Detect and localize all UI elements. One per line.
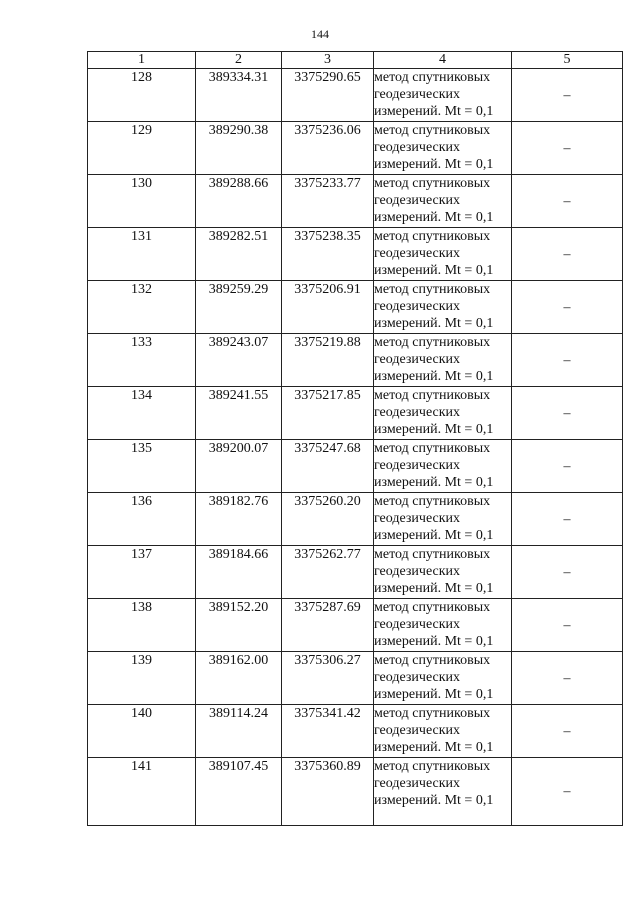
method-line: геодезических xyxy=(374,299,461,314)
method-line: геодезических xyxy=(374,193,461,208)
header-row xyxy=(88,52,623,69)
point-number-cell: 141 xyxy=(88,758,196,826)
x-coordinate-cell: 389288.66 xyxy=(196,175,282,228)
method-line: измерений. Mt = 0,1 xyxy=(374,528,494,543)
note-cell: – xyxy=(512,334,623,387)
point-number-cell: 133 xyxy=(88,334,196,387)
point-number-cell: 135 xyxy=(88,440,196,493)
x-coordinate-cell: 389162.00 xyxy=(196,652,282,705)
point-number-cell: 137 xyxy=(88,546,196,599)
method-cell xyxy=(374,175,512,228)
note-cell: – xyxy=(512,758,623,826)
method-line: измерений. Mt = 0,1 xyxy=(374,104,494,119)
x-coordinate-cell: 389114.24 xyxy=(196,705,282,758)
method-line: метод спутниковых xyxy=(374,441,491,456)
method-line: геодезических xyxy=(374,564,461,579)
header-cell-4: 4 xyxy=(374,52,512,69)
method-cell xyxy=(374,334,512,387)
point-number-cell: 138 xyxy=(88,599,196,652)
y-coordinate-cell: 3375238.35 xyxy=(282,228,374,281)
point-number-cell: 136 xyxy=(88,493,196,546)
method-cell xyxy=(374,228,512,281)
y-coordinate-cell: 3375260.20 xyxy=(282,493,374,546)
method-line: геодезических xyxy=(374,670,461,685)
method-line: метод спутниковых xyxy=(374,123,491,138)
method-line: измерений. Mt = 0,1 xyxy=(374,316,494,331)
method-line: геодезических xyxy=(374,246,461,261)
header-cell-5: 5 xyxy=(512,52,623,69)
note-cell: – xyxy=(512,705,623,758)
y-coordinate-cell: 3375247.68 xyxy=(282,440,374,493)
method-line: метод спутниковых xyxy=(374,388,491,403)
note-cell: – xyxy=(512,69,623,122)
method-cell xyxy=(374,387,512,440)
table-header xyxy=(88,52,623,69)
method-line: метод спутниковых xyxy=(374,653,491,668)
method-line: измерений. Mt = 0,1 xyxy=(374,634,494,649)
method-line: геодезических xyxy=(374,511,461,526)
x-coordinate-cell: 389241.55 xyxy=(196,387,282,440)
x-coordinate-cell: 389334.31 xyxy=(196,69,282,122)
method-line: геодезических xyxy=(374,140,461,155)
method-line: геодезических xyxy=(374,723,461,738)
point-number-cell: 131 xyxy=(88,228,196,281)
note-cell: – xyxy=(512,599,623,652)
method-line: измерений. Mt = 0,1 xyxy=(374,422,494,437)
point-number-cell: 132 xyxy=(88,281,196,334)
method-line: геодезических xyxy=(374,776,461,791)
method-line: измерений. Mt = 0,1 xyxy=(374,793,494,808)
method-line: метод спутниковых xyxy=(374,547,491,562)
note-cell: – xyxy=(512,122,623,175)
note-cell: – xyxy=(512,387,623,440)
x-coordinate-cell: 389182.76 xyxy=(196,493,282,546)
method-line: измерений. Mt = 0,1 xyxy=(374,210,494,225)
method-line: геодезических xyxy=(374,352,461,367)
x-coordinate-cell: 389282.51 xyxy=(196,228,282,281)
y-coordinate-cell: 3375219.88 xyxy=(282,334,374,387)
method-line: метод спутниковых xyxy=(374,706,491,721)
method-line: метод спутниковых xyxy=(374,335,491,350)
y-coordinate-cell: 3375287.69 xyxy=(282,599,374,652)
method-line: геодезических xyxy=(374,87,461,102)
note-cell: – xyxy=(512,440,623,493)
method-line: измерений. Mt = 0,1 xyxy=(374,687,494,702)
note-cell: – xyxy=(512,652,623,705)
table-row xyxy=(88,334,623,387)
table-row xyxy=(88,440,623,493)
page-number: 144 xyxy=(311,27,329,41)
table-row xyxy=(88,652,623,705)
y-coordinate-cell: 3375233.77 xyxy=(282,175,374,228)
method-line: измерений. Mt = 0,1 xyxy=(374,581,494,596)
table-body xyxy=(88,69,623,826)
method-line: измерений. Mt = 0,1 xyxy=(374,475,494,490)
method-cell xyxy=(374,758,512,826)
table-row xyxy=(88,705,623,758)
point-number-cell: 140 xyxy=(88,705,196,758)
table-row xyxy=(88,122,623,175)
y-coordinate-cell: 3375360.89 xyxy=(282,758,374,826)
method-line: геодезических xyxy=(374,458,461,473)
method-cell xyxy=(374,546,512,599)
y-coordinate-cell: 3375217.85 xyxy=(282,387,374,440)
x-coordinate-cell: 389290.38 xyxy=(196,122,282,175)
note-cell: – xyxy=(512,493,623,546)
x-coordinate-cell: 389152.20 xyxy=(196,599,282,652)
point-number-cell: 129 xyxy=(88,122,196,175)
point-number-cell: 128 xyxy=(88,69,196,122)
y-coordinate-cell: 3375236.06 xyxy=(282,122,374,175)
method-line: метод спутниковых xyxy=(374,70,491,85)
method-line: измерений. Mt = 0,1 xyxy=(374,157,494,172)
header-cell-1: 1 xyxy=(88,52,196,69)
method-line: геодезических xyxy=(374,405,461,420)
header-cell-2: 2 xyxy=(196,52,282,69)
method-cell xyxy=(374,493,512,546)
table-row xyxy=(88,493,623,546)
method-line: метод спутниковых xyxy=(374,229,491,244)
x-coordinate-cell: 389243.07 xyxy=(196,334,282,387)
y-coordinate-cell: 3375262.77 xyxy=(282,546,374,599)
table-row xyxy=(88,387,623,440)
table-row xyxy=(88,546,623,599)
method-line: измерений. Mt = 0,1 xyxy=(374,263,494,278)
point-number-cell: 134 xyxy=(88,387,196,440)
point-number-cell: 139 xyxy=(88,652,196,705)
x-coordinate-cell: 389200.07 xyxy=(196,440,282,493)
method-cell xyxy=(374,122,512,175)
method-line: измерений. Mt = 0,1 xyxy=(374,369,494,384)
method-line: метод спутниковых xyxy=(374,282,491,297)
method-cell xyxy=(374,440,512,493)
method-line: метод спутниковых xyxy=(374,759,491,774)
table-row xyxy=(88,69,623,122)
method-line: метод спутниковых xyxy=(374,494,491,509)
table-row xyxy=(88,175,623,228)
coordinates-table xyxy=(87,51,623,826)
note-cell: – xyxy=(512,546,623,599)
table-row xyxy=(88,599,623,652)
y-coordinate-cell: 3375290.65 xyxy=(282,69,374,122)
method-cell xyxy=(374,69,512,122)
note-cell: – xyxy=(512,175,623,228)
table-row xyxy=(88,758,623,826)
x-coordinate-cell: 389184.66 xyxy=(196,546,282,599)
method-cell xyxy=(374,281,512,334)
x-coordinate-cell: 389107.45 xyxy=(196,758,282,826)
table-row xyxy=(88,281,623,334)
method-cell xyxy=(374,705,512,758)
method-line: геодезических xyxy=(374,617,461,632)
method-cell xyxy=(374,599,512,652)
point-number-cell: 130 xyxy=(88,175,196,228)
header-cell-3: 3 xyxy=(282,52,374,69)
x-coordinate-cell: 389259.29 xyxy=(196,281,282,334)
note-cell: – xyxy=(512,281,623,334)
method-line: метод спутниковых xyxy=(374,600,491,615)
y-coordinate-cell: 3375306.27 xyxy=(282,652,374,705)
method-cell xyxy=(374,652,512,705)
method-line: измерений. Mt = 0,1 xyxy=(374,740,494,755)
y-coordinate-cell: 3375341.42 xyxy=(282,705,374,758)
method-line: метод спутниковых xyxy=(374,176,491,191)
table-row xyxy=(88,228,623,281)
y-coordinate-cell: 3375206.91 xyxy=(282,281,374,334)
note-cell: – xyxy=(512,228,623,281)
